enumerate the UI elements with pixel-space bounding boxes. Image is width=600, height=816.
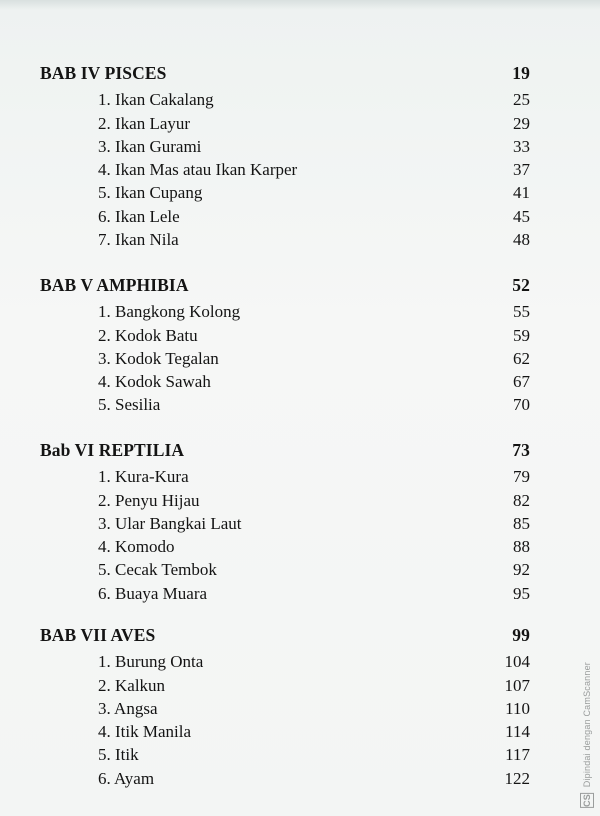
chapter-page-number: 73 (512, 440, 530, 460)
chapter-page-number: 99 (512, 625, 530, 645)
entry-label: 2. Penyu Hijau (98, 490, 200, 510)
entry-label: 4. Komodo (98, 537, 175, 557)
entry-page-number: 55 (513, 302, 530, 322)
entry-label: 1. Bangkong Kolong (98, 302, 241, 322)
toc-entry[interactable] (40, 743, 530, 766)
toc-entry[interactable] (40, 393, 530, 416)
entry-page-number: 48 (513, 230, 530, 250)
entry-page-number: 33 (513, 136, 530, 156)
toc-entry[interactable] (40, 135, 530, 158)
entry-page-number: 85 (513, 513, 530, 533)
entry-page-number: 70 (513, 395, 530, 415)
entry-page-number: 45 (513, 206, 530, 226)
entry-label: 5. Ikan Cupang (98, 183, 203, 203)
entry-page-number: 29 (513, 113, 530, 133)
chapter-page-number: 52 (512, 275, 530, 295)
entry-label: 2. Kodok Batu (98, 325, 198, 345)
entry-label: 3. Ular Bangkai Laut (98, 513, 242, 533)
toc-entry[interactable] (40, 228, 530, 251)
entry-label: 3. Ikan Gurami (98, 136, 202, 156)
entry-page-number: 79 (513, 467, 530, 487)
toc-entry[interactable] (40, 300, 530, 323)
toc-entry[interactable] (40, 465, 530, 488)
entry-label: 1. Ikan Cakalang (98, 90, 214, 110)
chapter-title: Bab VI REPTILIA (40, 440, 185, 460)
chapter-heading[interactable] (40, 439, 530, 462)
chapter-title: BAB IV PISCES (40, 63, 167, 83)
toc-entry[interactable] (40, 512, 530, 535)
entry-page-number: 62 (513, 348, 530, 368)
chapter-bab-iv (40, 62, 530, 251)
entry-label: 5. Itik (98, 745, 139, 765)
entry-page-number: 95 (513, 583, 530, 603)
toc-entry[interactable] (40, 535, 530, 558)
entry-label: 6. Buaya Muara (98, 583, 208, 603)
toc-entry[interactable] (40, 88, 530, 111)
entry-page-number: 82 (513, 490, 530, 510)
chapter-title: BAB VII AVES (40, 625, 156, 645)
toc-entry[interactable] (40, 767, 530, 790)
toc-entry[interactable] (40, 347, 530, 370)
toc-entry[interactable] (40, 181, 530, 204)
chapter-bab-vi (40, 439, 530, 605)
toc-entry[interactable] (40, 650, 530, 673)
entry-label: 6. Ikan Lele (98, 206, 180, 226)
entry-page-number: 25 (513, 90, 530, 110)
entry-label: 6. Ayam (98, 768, 155, 788)
entry-page-number: 37 (513, 160, 530, 180)
entry-label: 4. Kodok Sawah (98, 372, 211, 392)
entry-page-number: 92 (513, 560, 530, 580)
entry-label: 2. Ikan Layur (98, 113, 191, 133)
chapter-heading[interactable] (40, 274, 530, 297)
entry-label: 7. Ikan Nila (98, 230, 179, 250)
entry-page-number: 107 (504, 675, 530, 695)
entry-label: 4. Ikan Mas atau Ikan Karper (98, 160, 298, 180)
entry-page-number: 114 (505, 722, 530, 742)
entry-label: 3. Kodok Tegalan (98, 348, 219, 368)
entry-label: 1. Burung Onta (98, 652, 204, 672)
entry-page-number: 67 (513, 372, 530, 392)
page-top-edge (0, 0, 600, 10)
toc-entry[interactable] (40, 674, 530, 697)
chapter-bab-vii (40, 624, 530, 790)
entry-page-number: 122 (504, 768, 530, 788)
toc-entry[interactable] (40, 720, 530, 743)
entry-label: 5. Sesilia (98, 395, 161, 415)
entry-page-number: 104 (504, 652, 530, 672)
toc-entry[interactable] (40, 158, 530, 181)
toc-entry[interactable] (40, 582, 530, 605)
entry-label: 3. Angsa (98, 698, 158, 718)
entry-label: 2. Kalkun (98, 675, 166, 695)
camscanner-text: Dipindai dengan CamScanner (582, 662, 592, 788)
toc-entry[interactable] (40, 697, 530, 720)
entry-page-number: 59 (513, 325, 530, 345)
entry-page-number: 110 (505, 698, 530, 718)
entry-page-number: 41 (513, 183, 530, 203)
toc-entry[interactable] (40, 370, 530, 393)
entry-page-number: 117 (505, 745, 530, 765)
camscanner-logo-icon: CS (582, 794, 592, 807)
entry-page-number: 88 (513, 537, 530, 557)
camscanner-watermark (580, 662, 594, 808)
entry-label: 4. Itik Manila (98, 722, 192, 742)
toc-entry[interactable] (40, 558, 530, 581)
entry-label: 1. Kura-Kura (98, 467, 189, 487)
toc-entry[interactable] (40, 324, 530, 347)
chapter-bab-v (40, 274, 530, 417)
toc-entry[interactable] (40, 112, 530, 135)
chapter-title: BAB V AMPHIBIA (40, 275, 189, 295)
chapter-page-number: 19 (512, 63, 530, 83)
toc-entry[interactable] (40, 205, 530, 228)
chapter-heading[interactable] (40, 62, 530, 85)
entry-label: 5. Cecak Tembok (98, 560, 217, 580)
chapter-heading[interactable] (40, 624, 530, 647)
toc-entry[interactable] (40, 489, 530, 512)
